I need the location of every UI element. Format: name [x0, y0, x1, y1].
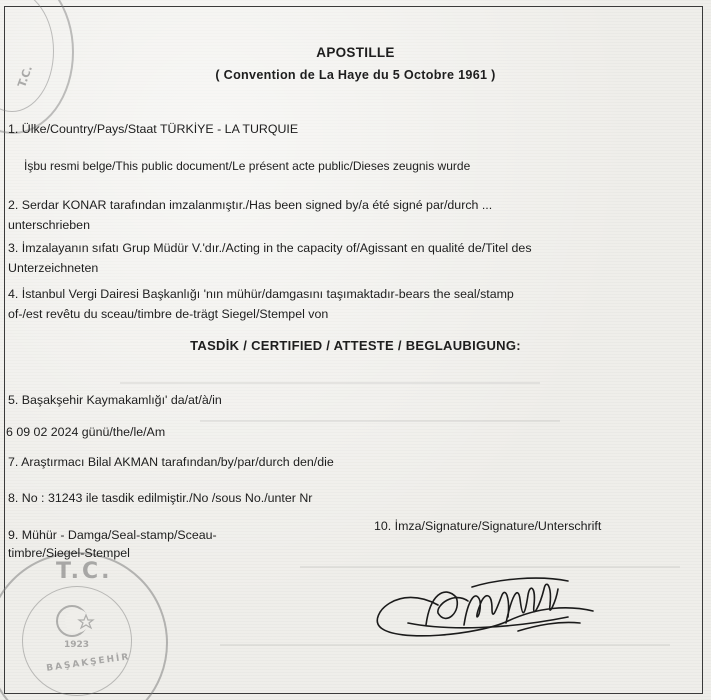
seal-top-left-text: T.C. [15, 63, 36, 90]
bleed-through-line [120, 382, 540, 384]
item-2-signed-by: 2. Serdar KONAR tarafından imzalanmıştır./Has been signed by/a été signé par/durch ... [8, 198, 493, 212]
item-4-seal: 4. İstanbul Vergi Dairesi Başkanlığı 'nın mühür/damgasını taşımaktadır-bears the seal/stamp [8, 287, 514, 301]
item-6-date: 6 09 02 2024 günü/the/le/Am [6, 425, 166, 439]
bleed-through-line [200, 420, 560, 422]
item-3-capacity: 3. İmzalayanın sıfatı Grup Müdür V.'dır./Acting in the capacity of/Agissant en qualité de/Titel des [8, 241, 532, 255]
item-2-continuation: unterschrieben [8, 218, 90, 232]
public-document-line: İşbu resmi belge/This public document/Le présent acte public/Dieses zeugnis wurde [24, 159, 471, 173]
item-5-place: 5. Başakşehir Kaymakamlığı' da/at/à/in [8, 393, 222, 407]
crescent-star-icon [52, 600, 98, 642]
item-1-country: 1. Ülke/Country/Pays/Staat TÜRKİYE - LA TURQUIE [8, 122, 299, 136]
item-7-by: 7. Araştırmacı Bilal AKMAN tarafından/by/par/durch den/die [8, 455, 334, 469]
document-subtitle: ( Convention de La Haye du 5 Octobre 1961 ) [215, 68, 496, 82]
item-9-seal-stamp: 9. Mühür - Damga/Seal-stamp/Sceau- [8, 528, 217, 542]
item-3-continuation: Unterzeichneten [8, 261, 99, 275]
seal-bottom-left-year: 1923 [64, 640, 90, 650]
item-4-continuation: of-/est revêtu du sceau/timbre de-trägt Siegel/Stempel von [8, 307, 329, 321]
seal-bottom-left-text: T.C. [56, 559, 113, 584]
certified-heading: TASDİK / CERTIFIED / ATTESTE / BEGLAUBIGUNG: [190, 338, 521, 353]
seal-bottom-left-ring: BAŞAKŞEHİR [45, 652, 131, 674]
item-9-continuation: timbre/Siegel-Stempel [8, 546, 130, 560]
document-title: APOSTILLE [316, 45, 395, 60]
item-8-number: 8. No : 31243 ile tasdik edilmiştir./No /sous No./unter Nr [8, 491, 313, 505]
handwritten-signature [368, 565, 608, 645]
item-10-signature-label: 10. İmza/Signature/Signature/Unterschrift [374, 519, 602, 533]
